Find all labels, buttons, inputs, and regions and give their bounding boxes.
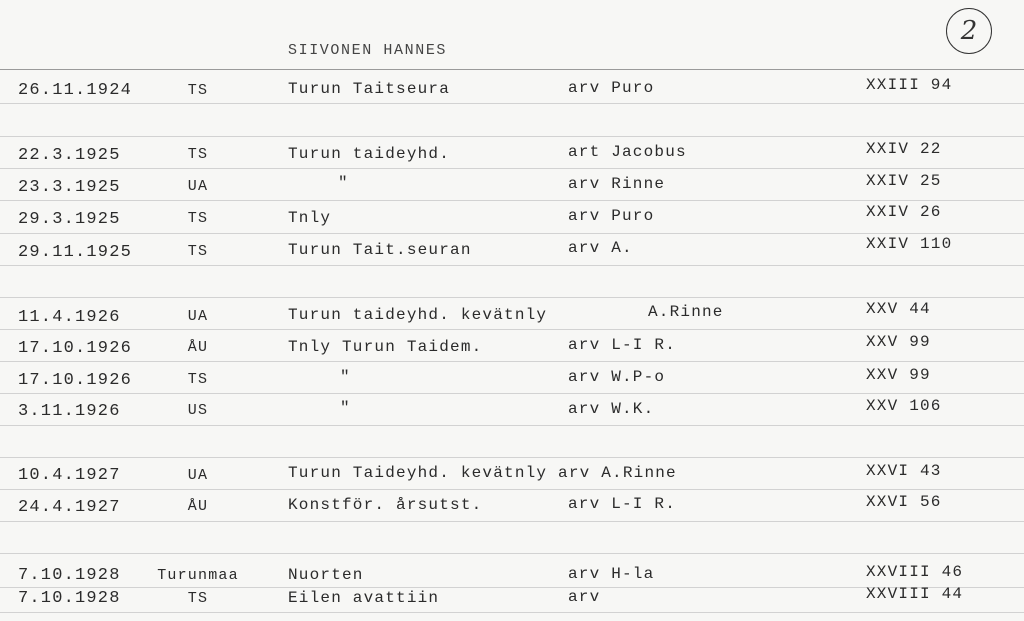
card-rule (0, 233, 1024, 234)
entry-date: 29.3.1925 (18, 210, 121, 229)
card-rule (0, 297, 1024, 298)
entry-reference: XXVIII 46 (866, 563, 964, 581)
entry-paper: UA (187, 178, 209, 195)
entry-reviewer: arv W.P-o (568, 368, 666, 386)
entry-reviewer: arv L-I R. (568, 495, 677, 513)
entry-paper: TS (187, 210, 209, 227)
entry-paper: TS (187, 590, 209, 607)
card-rule (0, 136, 1024, 137)
entry-reference: XXV 106 (866, 397, 942, 415)
entry-paper: TS (187, 371, 209, 388)
entry-date: 7.10.1928 (18, 566, 121, 585)
entry-exhibition: Turun taideyhd. (288, 145, 451, 163)
entry-reference: XXIV 25 (866, 172, 942, 190)
entry-paper: ÅU (187, 339, 209, 356)
entry-date: 10.4.1927 (18, 466, 121, 485)
card-rule (0, 425, 1024, 426)
card-rule (0, 361, 1024, 362)
entry-reference: XXIV 110 (866, 235, 953, 253)
entry-reviewer: arv Puro (568, 79, 655, 97)
entry-exhibition: " (338, 174, 349, 192)
entry-date: 3.11.1926 (18, 402, 121, 421)
entry-reviewer: A.Rinne (648, 303, 724, 321)
entry-reviewer: arv (568, 588, 601, 606)
card-rule (0, 168, 1024, 169)
entry-paper: UA (187, 308, 209, 325)
entry-exhibition: " (340, 368, 351, 386)
entry-paper: TS (187, 243, 209, 260)
entry-reviewer: arv L-I R. (568, 336, 677, 354)
entry-reference: XXVIII 44 (866, 585, 964, 603)
entry-reference: XXVI 43 (866, 462, 942, 480)
entry-exhibition: Tnly Turun Taidem. (288, 338, 483, 356)
card-rule (0, 521, 1024, 522)
card-rule (0, 457, 1024, 458)
entry-reference: XXIII 94 (866, 76, 953, 94)
entry-date: 22.3.1925 (18, 146, 121, 165)
entry-reviewer: art Jacobus (568, 143, 687, 161)
entry-date: 23.3.1925 (18, 178, 121, 197)
entry-reviewer: arv W.K. (568, 400, 655, 418)
entry-reference: XXV 44 (866, 300, 931, 318)
card-rule (0, 553, 1024, 554)
entry-paper: TS (187, 82, 209, 99)
entry-date: 11.4.1926 (18, 308, 121, 327)
entry-reviewer: arv H-la (568, 565, 655, 583)
entry-exhibition: Eilen avattiin (288, 589, 440, 607)
entry-paper: TS (187, 146, 209, 163)
entry-reference: XXV 99 (866, 366, 931, 384)
entry-exhibition: Turun taideyhd. kevätnly (288, 306, 548, 324)
entry-exhibition: Nuorten (288, 566, 364, 584)
entry-exhibition: " (340, 399, 351, 417)
entry-exhibition: Tnly (288, 209, 332, 227)
entry-paper: US (187, 402, 209, 419)
entry-paper: Turunmaa (157, 567, 239, 584)
entry-exhibition: Turun Taideyhd. kevätnly arv A.Rinne (288, 464, 677, 482)
entry-reviewer: arv A. (568, 239, 633, 257)
entry-exhibition: Turun Taitseura (288, 80, 451, 98)
entry-date: 7.10.1928 (18, 589, 121, 608)
card-rule (0, 265, 1024, 266)
person-name: SIIVONEN HANNES (288, 42, 448, 59)
entry-paper: ÅU (187, 498, 209, 515)
card-number-circle: 2 (946, 8, 992, 54)
entry-reference: XXIV 22 (866, 140, 942, 158)
card-rule (0, 393, 1024, 394)
entry-reviewer: arv Rinne (568, 175, 666, 193)
entry-exhibition: Turun Tait.seuran (288, 241, 472, 259)
entry-date: 17.10.1926 (18, 339, 133, 358)
entry-reference: XXVI 56 (866, 493, 942, 511)
entry-date: 17.10.1926 (18, 371, 133, 390)
card-rule (0, 200, 1024, 201)
card-rule (0, 103, 1024, 104)
card-rule (0, 329, 1024, 330)
entry-paper: UA (187, 467, 209, 484)
entry-date: 29.11.1925 (18, 243, 133, 262)
card-rule (0, 489, 1024, 490)
header-rule (0, 69, 1024, 70)
card-rule (0, 612, 1024, 613)
entry-reference: XXV 99 (866, 333, 931, 351)
entry-date: 26.11.1924 (18, 81, 133, 100)
entry-reference: XXIV 26 (866, 203, 942, 221)
entry-exhibition: Konstför. årsutst. (288, 496, 483, 514)
entry-date: 24.4.1927 (18, 498, 121, 517)
entry-reviewer: arv Puro (568, 207, 655, 225)
